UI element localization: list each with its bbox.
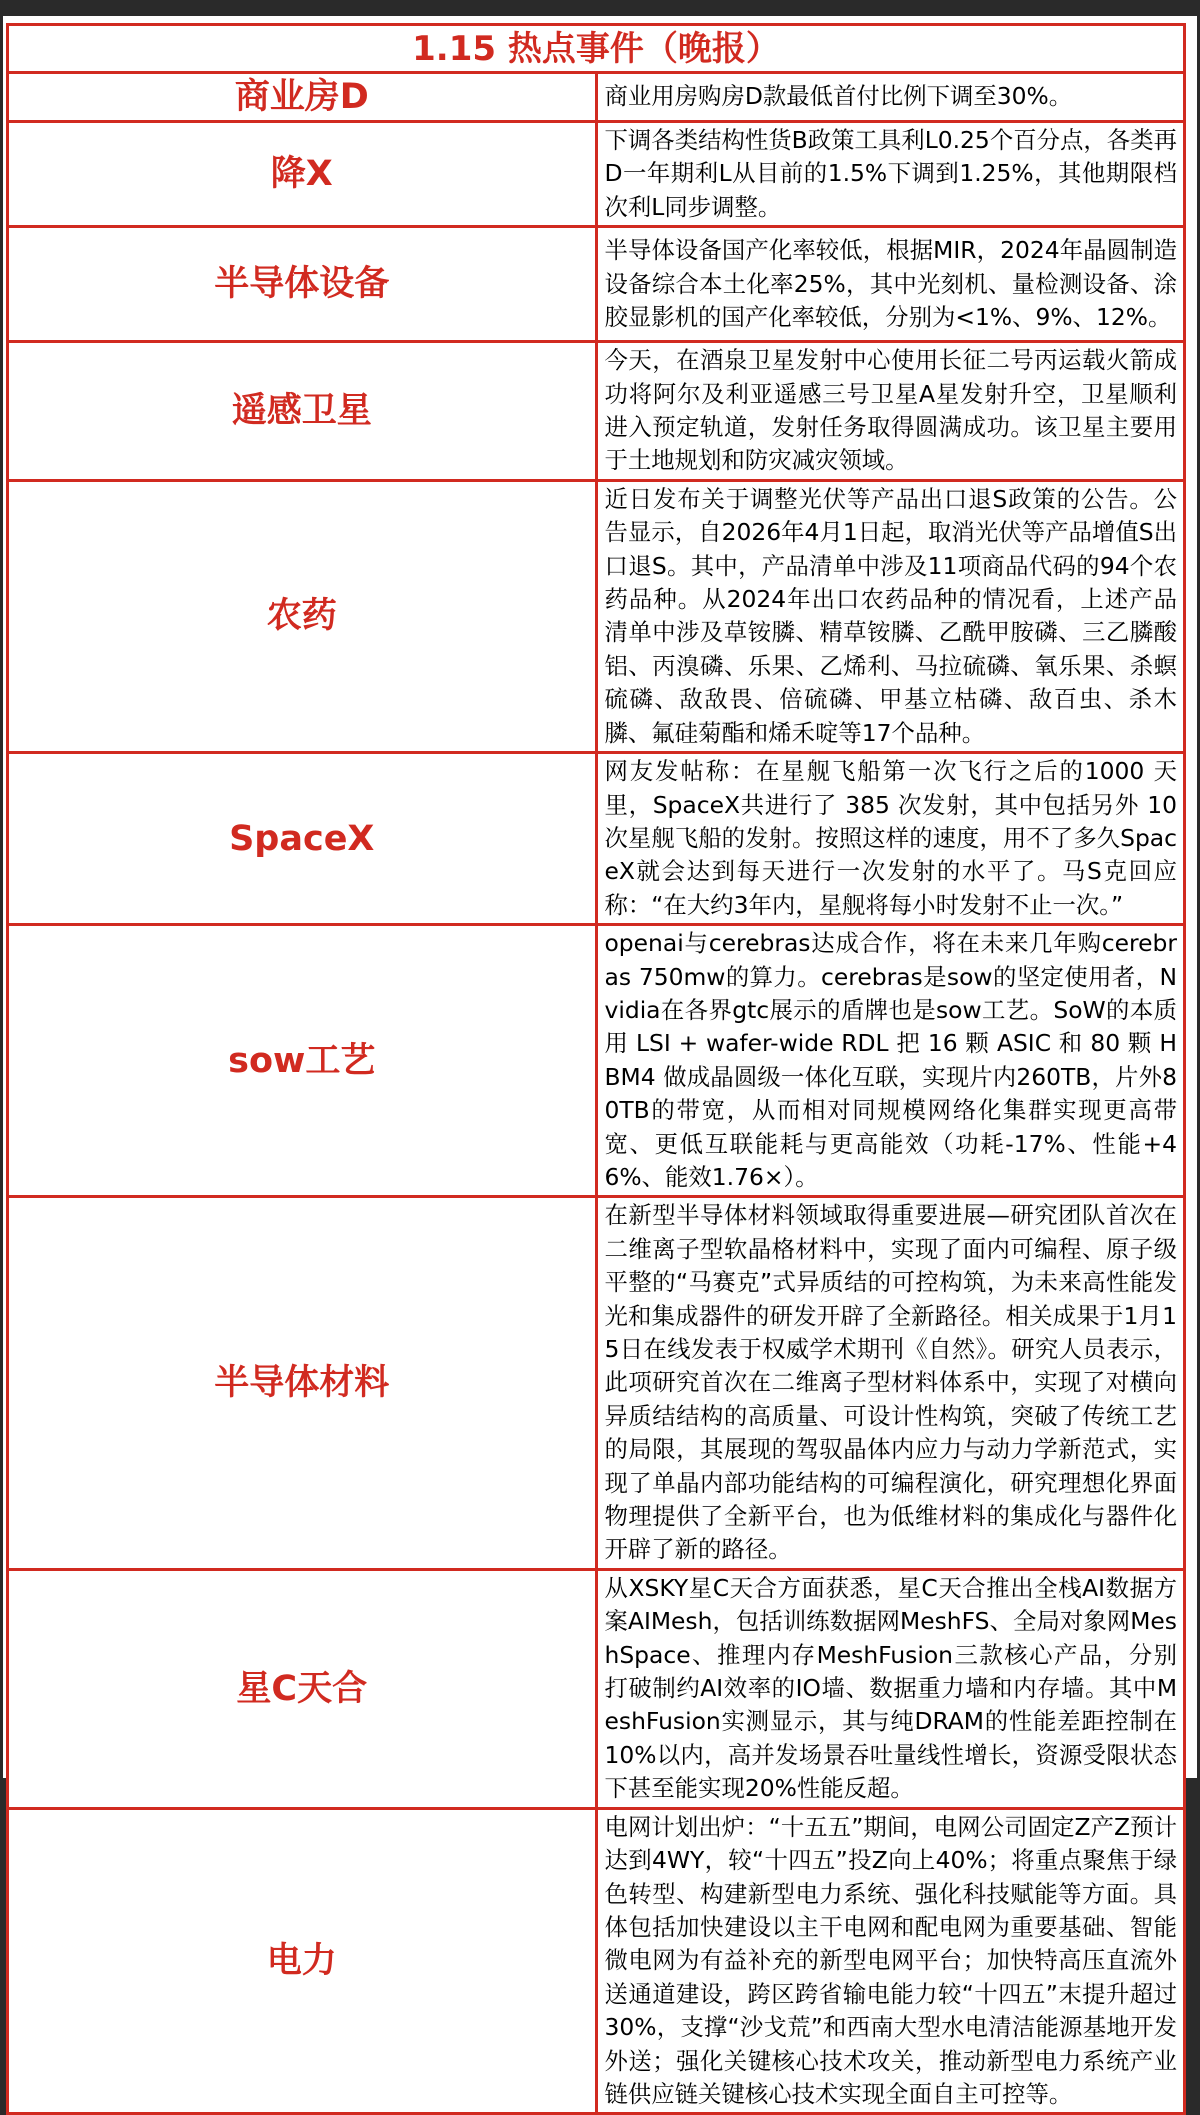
table-row (8, 342, 1185, 481)
title-row (8, 25, 1185, 73)
table-row (8, 1808, 1185, 2114)
table-row (8, 480, 1185, 752)
event-label: 商业房D (8, 73, 597, 122)
table-row (8, 1569, 1185, 1808)
table-row (8, 1197, 1185, 1569)
event-text: 近日发布关于调整光伏等产品出口退S政策的公告。公告显示，自2026年4月1日起，取消光伏等产品增值S出口退S。其中，产品清单中涉及11项商品代码的94个农药品种。从2024年出口农药品种的情况看，上述产品清单中涉及草铵膦、精草铵膦、乙酰甲胺磷、三乙膦酸铝、丙溴磷、乐果、乙烯利、马拉硫磷、氧乐果、杀螟硫磷、敌敌畏、倍硫磷、甲基立枯磷、敌百虫、杀木膦、氟硅菊酯和烯禾啶等17个品种。 (596, 480, 1185, 752)
event-text: 下调各类结构性货B政策工具利L0.25个百分点，各类再D一年期利L从目前的1.5%下调到1.25%，其他期限档次利L同步调整。 (596, 122, 1185, 227)
event-label: 星C天合 (8, 1569, 597, 1808)
event-label: 遥感卫星 (8, 342, 597, 481)
event-text: 半导体设备国产化率较低，根据MIR，2024年晶圆制造设备综合本土化率25%，其中光刻机、量检测设备、涂胶显影机的国产化率较低，分别为<1%、9%、12%。 (596, 227, 1185, 342)
table-row (8, 925, 1185, 1197)
event-text: 今天，在酒泉卫星发射中心使用长征二号丙运载火箭成功将阿尔及利亚遥感三号卫星A星发射升空，卫星顺利进入预定轨道，发射任务取得圆满成功。该卫星主要用于土地规划和防灾减灾领域。 (596, 342, 1185, 481)
event-text: 从XSKY星C天合方面获悉，星C天合推出全栈AI数据方案AIMesh，包括训练数据网MeshFS、全局对象网MeshSpace、推理内存MeshFusion三款核心产品，分别打破制约AI效率的IO墙、数据重力墙和内存墙。其中MeshFusion实测显示，其与纯DRAM的性能差距控制在10%以内，高并发场景吞吐量线性增长，资源受限状态下甚至能实现20%性能反超。 (596, 1569, 1185, 1808)
table-row (8, 753, 1185, 925)
event-text: 在新型半导体材料领域取得重要进展—研究团队首次在二维离子型软晶格材料中，实现了面内可编程、原子级平整的“马赛克”式异质结的可控构筑，为未来高性能发光和集成器件的研发开辟了全新路径。相关成果于1月15日在线发表于权威学术期刊《自然》。研究人员表示，此项研究首次在二维离子型材料体系中，实现了对横向异质结结构的高质量、可设计性构筑，突破了传统工艺的局限，其展现的驾驭晶体内应力与动力学新范式，实现了单晶内部功能结构的可编程演化，研究理想化界面物理提供了全新平台，也为低维材料的集成化与器件化开辟了新的路径。 (596, 1197, 1185, 1569)
report-title: 1.15 热点事件（晚报） (8, 25, 1185, 73)
table-row (8, 122, 1185, 227)
event-label: 电力 (8, 1808, 597, 2114)
event-text: 商业用房购房D款最低首付比例下调至30%。 (596, 73, 1185, 122)
event-text: openai与cerebras达成合作，将在未来几年购cerebras 750mw的算力。cerebras是sow的坚定使用者，Nvidia在各界gtc展示的盾牌也是sow工艺。SoW的本质用 LSI + wafer-wide RDL 把 16 颗 ASIC 和 80 颗 HBM4 做成晶圆级一体化互联，实现片内260TB，片外80TB的带宽，从而相对同规模网络化集群实现更高带宽、更低互联能耗与更高能效（功耗-17%、性能+46%、能效1.76×）。 (596, 925, 1185, 1197)
event-label: 半导体材料 (8, 1197, 597, 1569)
hot-events-table (6, 23, 1186, 2115)
event-text: 网友发帖称：在星舰飞船第一次飞行之后的1000 天里，SpaceX共进行了 385 次发射，其中包括另外 10 次星舰飞船的发射。按照这样的速度，用不了多久SpaceX就会达到每天进行一次发射的水平了。马S克回应称：“在大约3年内，星舰将每小时发射不止一次。” (596, 753, 1185, 925)
report-sheet (3, 16, 1197, 2108)
event-label: SpaceX (8, 753, 597, 925)
event-text: 电网计划出炉：“十五五”期间，电网公司固定Z产Z预计达到4WY，较“十四五”投Z向上40%；将重点聚焦于绿色转型、构建新型电力系统、强化科技赋能等方面。具体包括加快建设以主干电网和配电网为重要基础、智能微电网为有益补充的新型电网平台；加快特高压直流外送通道建设，跨区跨省输电能力较“十四五”末提升超过30%，支撑“沙戈荒”和西南大型水电清洁能源基地开发外送；强化关键核心技术攻关，推动新型电力系统产业链供应链关键核心技术实现全面自主可控等。 (596, 1808, 1185, 2114)
event-label: 降X (8, 122, 597, 227)
event-label: 农药 (8, 480, 597, 752)
table-row (8, 227, 1185, 342)
event-label: 半导体设备 (8, 227, 597, 342)
event-label: sow工艺 (8, 925, 597, 1197)
table-row (8, 73, 1185, 122)
